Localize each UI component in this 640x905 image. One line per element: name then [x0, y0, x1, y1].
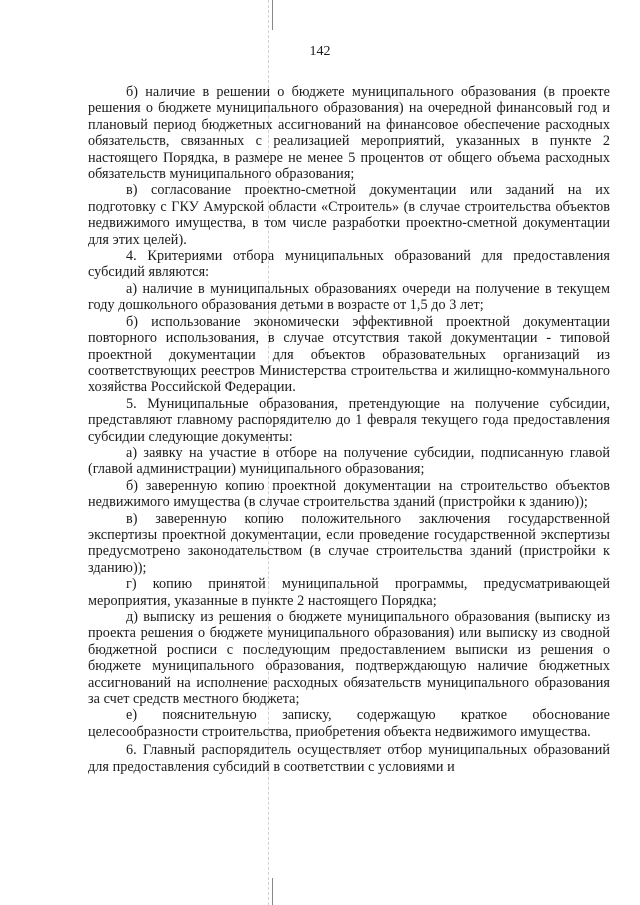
scan-edge-mark	[272, 878, 273, 905]
paragraph: г) копию принятой муниципальной программы, предусматривающей мероприятия, указанные в пункте 2 настоящего Порядка;	[88, 576, 610, 609]
paragraph: а) заявку на участие в отборе на получение субсидии, подписанную главой (главой администрации) муниципального образования;	[88, 444, 610, 478]
paragraph: 4. Критериями отбора муниципальных образований для предоставления субсидий являются:	[88, 248, 610, 281]
paragraph: б) заверенную копию проектной документации на строительство объектов недвижимого имущества (в случае строительства зданий (пристройки к зданию));	[88, 477, 610, 511]
paragraph: е) пояснительную записку, содержащую краткое обоснование целесообразности строительства, приобретения объекта недвижимого имущества.	[88, 707, 610, 740]
paragraph: б) использование экономически эффективной проектной документации повторного использования, в случае отсутствия такой документации - типовой проектной документации для объектов образовательных организаций из соответствующих реестров Министерства строительства и жилищно-коммунального хозяйства Российской Федерации.	[88, 313, 610, 396]
paragraph: д) выписку из решения о бюджете муниципального образования (выписку из проекта решения о бюджете муниципального образования) или выписку из сводной бюджетной росписи с последующим предоставлением выписки из решения о бюджете муниципального образования, подтверждающую наличие бюджетных ассигнований на исполнение расходных обязательств муниципального образования за счет средств местного бюджета;	[88, 609, 610, 708]
paragraph: в) согласование проектно-сметной документации или заданий на их подготовку с ГКУ Амурской области «Строитель» (в случае строительства объектов недвижимого имущества, в том числе разработки проектно-сметной документации для этих целей).	[88, 182, 610, 248]
document-body	[88, 84, 610, 775]
page-number: 142	[309, 44, 331, 59]
paragraph: в) заверенную копию положительного заключения государственной экспертизы проектной документации, если проведение государственной экспертизы предусмотрено законодательством (в случае строительства зданий (пристройки к зданию));	[88, 510, 610, 576]
paragraph: 5. Муниципальные образования, претендующие на получение субсидии, представляют главному распорядителю до 1 февраля текущего года предоставления субсидии следующие документы:	[88, 395, 610, 445]
paragraph: а) наличие в муниципальных образованиях очереди на получение в текущем году дошкольного образования детьми в возрасте от 1,5 до 3 лет;	[88, 280, 610, 314]
paragraph: б) наличие в решении о бюджете муниципального образования (в проекте решения о бюджете муниципального образования) на очередной финансовый год и плановый период бюджетных ассигнований на финансовое обеспечение расходных обязательств, связанных с реализацией мероприятий, указанных в пункте 2 настоящего Порядка, в размере не менее 5 процентов от общего объема расходных обязательств муниципального образования;	[88, 84, 610, 183]
scan-edge-mark	[272, 0, 273, 30]
paragraph: 6. Главный распорядитель осуществляет отбор муниципальных образований для предоставления субсидий в соответствии с условиями и	[88, 742, 610, 775]
